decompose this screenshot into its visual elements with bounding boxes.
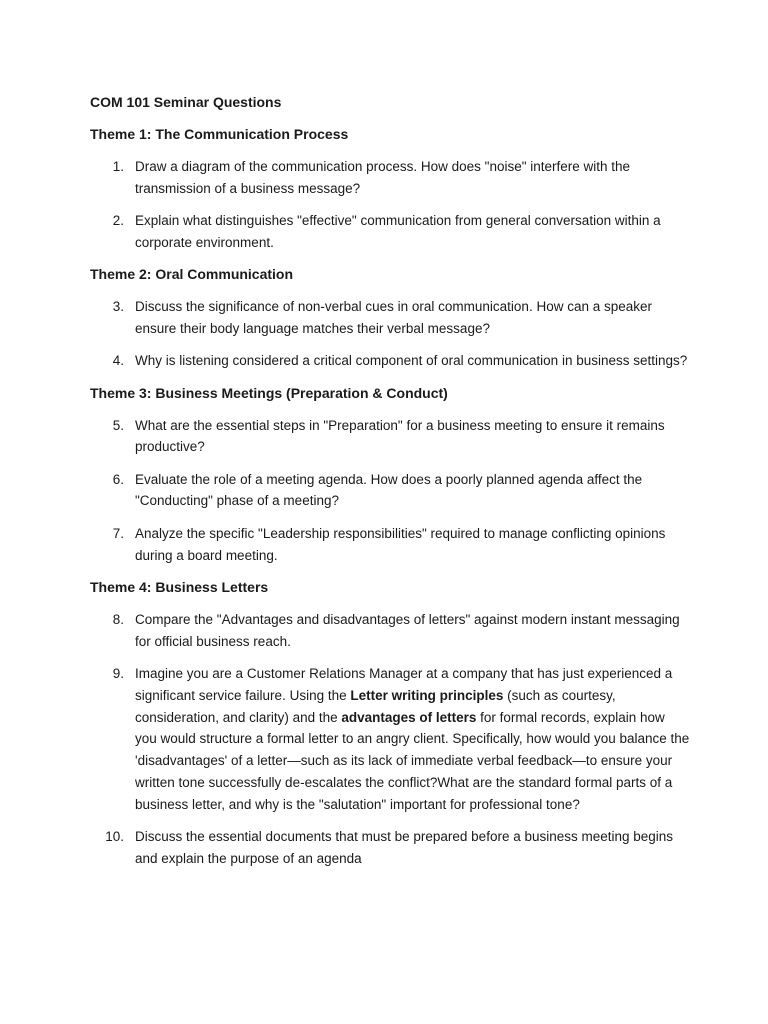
question-number: 6. [112, 471, 124, 487]
question-text: Draw a diagram of the communication process. How does "noise" interfere with the transmission of a business message? [135, 159, 631, 196]
question-text: Evaluate the role of a meeting agenda. How does a poorly planned agenda affect the "Conducting" phase of a meeting? [135, 471, 643, 509]
question-item [90, 415, 690, 459]
question-item [90, 469, 690, 513]
theme-heading: Theme 4: Business Letters [90, 578, 269, 595]
question-text: What are the essential steps in "Preparation" for a business meeting to ensure it remains productive? [135, 417, 665, 455]
question-text: Compare the "Advantages and disadvantages of letters" against modern instant messaging for official business reach. [135, 611, 680, 649]
question-number: 5. [112, 417, 124, 433]
theme-heading: Theme 3: Business Meetings (Preparation & Conduct) [90, 384, 448, 401]
question-item [90, 210, 690, 254]
question-item [90, 350, 690, 372]
question-item [90, 156, 690, 200]
theme-2-section [90, 264, 690, 372]
question-item [90, 296, 690, 340]
question-text: Why is listening considered a critical component of oral communication in business settings? [135, 353, 688, 369]
theme-4-section [90, 577, 690, 870]
question-item [90, 609, 690, 653]
question-number: 9. [112, 665, 124, 681]
theme-3-section [90, 383, 690, 567]
question-text-bold-segment: advantages of letters [341, 709, 477, 725]
question-item [90, 663, 690, 816]
question-text: Discuss the significance of non-verbal cues in oral communication. How can a speaker ensure their body language matches their verbal message? [135, 299, 653, 336]
question-list [90, 296, 690, 372]
question-text: Analyze the specific "Leadership responsibilities" required to manage conflicting opinions during a board meeting. [135, 525, 666, 563]
question-number: 2. [112, 213, 124, 229]
question-text-segment: Imagine you are a Customer Relations Manager at a company that has just experienced a significant service failure. Using the [135, 665, 673, 703]
question-number: 7. [112, 525, 124, 541]
theme-heading: Theme 1: The Communication Process [90, 126, 349, 142]
question-list [90, 415, 690, 567]
question-number: 1. [112, 159, 124, 174]
question-text: Discuss the essential documents that must be prepared before a business meeting begins and explain the purpose of an agenda [135, 829, 674, 866]
question-number: 10. [105, 829, 124, 845]
theme-heading: Theme 2: Oral Communication [90, 266, 294, 283]
question-number: 8. [112, 611, 124, 627]
question-text-rich [135, 666, 689, 812]
document-page [90, 92, 690, 880]
question-list [90, 156, 690, 254]
theme-1-section [90, 124, 690, 254]
question-number: 3. [112, 299, 124, 315]
document-title: COM 101 Seminar Questions [90, 94, 282, 110]
question-item [90, 826, 690, 870]
question-item [90, 523, 690, 567]
question-text-segment: (such as courtesy, consideration, and clarity) and the [135, 687, 616, 725]
question-text: Explain what distinguishes "effective" communication from general conversation within a corporate environment. [135, 213, 661, 250]
question-text-segment: for formal records, explain how you would structure a formal letter to an angry client. Specifically, how would you balance the 'disadvantages' of a letter—such as its lack of immediate verbal feedback—to ensure your written tone successfully de-escalates the conflict?What are the standard formal parts of a business letter, and why is the "salutation" important for professional tone? [135, 709, 690, 812]
question-number: 4. [112, 353, 124, 369]
question-text-bold-segment: Letter writing principles [350, 687, 504, 703]
question-list [90, 609, 690, 870]
